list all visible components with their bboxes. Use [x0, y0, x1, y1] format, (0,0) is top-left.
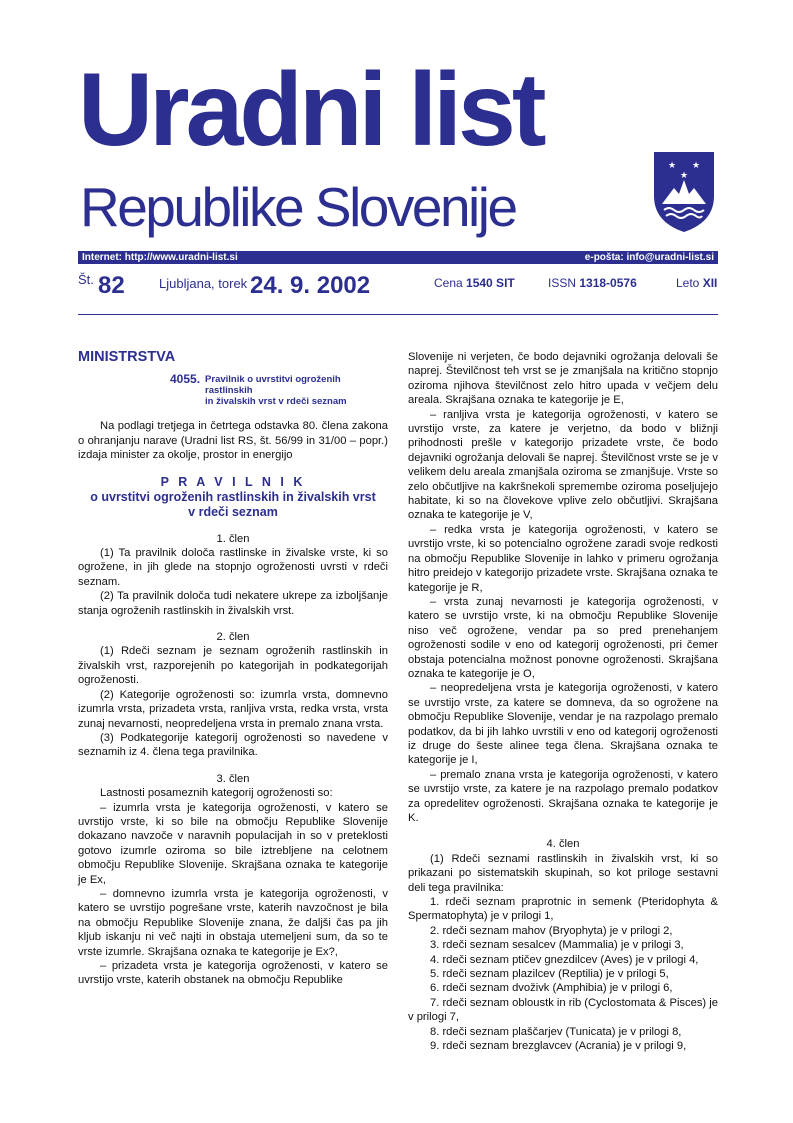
list-item: 1. rdeči seznam praprotnic in semenk (Pteridophyta & Spermatophyta) je v prilogi 1,: [408, 896, 718, 923]
list-item: 8. rdeči seznam plaščarjev (Tunicata) je v prilogi 8,: [430, 1025, 682, 1038]
regulation-title-line: o uvrstitvi ogroženih rastlinskih in živalskih vrst: [90, 489, 376, 504]
list-item: – prizadeta vrsta je kategorija ogroženosti, v katero se uvrstijo vrste, katerih obstanek na območju Republike: [78, 960, 388, 987]
paragraph: (1) Rdeči seznami rastlinskih in živalskih vrst, ki so prikazani po sistematskih skupinah, so kot priloge sestavni deli tega pravilnika:: [408, 852, 718, 894]
svg-text:★: ★: [679, 170, 689, 180]
preamble: Na podlagi tretjega in četrtega odstavka 80. člena zakona o ohranjanju narave (Uradni list RS, št. 56/99 in 31/00 – popr.) izdaja minister za okolje, prostor in energijo: [78, 420, 388, 462]
issue-price: [434, 276, 515, 290]
price-label: Cena: [434, 276, 463, 290]
list-item: – ranljiva vrsta je kategorija ogroženosti, v katero se uvrstijo vrste, za katere je verjetno, da bodo v bližnji prihodnosti prešle v kategorijo prizadete vrste, če bodo dejavniki ogrožanja delovali še naprej. Številčnost vrste se je v velikem delu areala zmanjšala oziroma se zmanjšuje. Vrste so zelo občutljive na kakršnekoli spremembe oziroma poseljujejo habitate, ki so na človekove vplive zelo občutljivi. Skrajšana oznaka te kategorije je V,: [408, 408, 718, 522]
price-value: 1540 SIT: [466, 276, 515, 290]
paragraph: (1) Ta pravilnik določa rastlinske in živalske vrste, ki so ogrožene, in jih glede na stopnjo ogroženosti uvrsti v rdeči seznam.: [78, 547, 388, 588]
email-link[interactable]: e-pošta: info@uradni-list.si: [584, 252, 714, 263]
year-value: XII: [702, 276, 718, 290]
issue-date: 24. 9. 2002: [250, 272, 371, 299]
header-info-bar: [78, 251, 718, 264]
decree-title: [205, 374, 388, 407]
decree-heading: [78, 374, 388, 407]
issue-place-day: Ljubljana, torek: [159, 276, 248, 291]
issue-issn: [548, 276, 637, 290]
issue-number-label: Št.: [78, 272, 94, 287]
list-item: – izumrla vrsta je kategorija ogroženosti, v katero se uvrstijo vrste, ki so bile na območju Republike Slovenije dokazano navzoče v naravnih populacijah in so v preteklosti gotovo izumrle oziroma so bile iztrebljene na celotnem območju Republike Slovenije. Skrajšana oznaka te kategorije je Ex,: [78, 801, 388, 886]
paragraph: (2) Ta pravilnik določa tudi nekatere ukrepe za izboljšanje stanja ogroženih rastlinskih in živalskih vrst.: [78, 590, 388, 617]
regulation-heading: P R A V I L N I K: [160, 474, 306, 489]
list-item: 6. rdeči seznam dvoživk (Amphibia) je v prilogi 6,: [430, 982, 673, 995]
list-item: 5. rdeči seznam plazilcev (Reptilia) je v prilogi 5,: [430, 968, 669, 981]
regulation-title-line: v rdeči seznam: [188, 504, 278, 519]
paragraph: (2) Kategorije ogroženosti so: izumrla vrsta, domnevno izumrla vrsta, prizadeta vrsta, ranljiva vrsta, redka vrsta, vrsta zunaj nevarnosti, neopredeljena vrsta in premalo znana vrsta.: [78, 688, 388, 730]
issue-number: 82: [98, 272, 125, 299]
decree-title-line: in živalskih vrst v rdeči seznam: [205, 396, 347, 408]
list-item: 2. rdeči seznam mahov (Bryophyta) je v prilogi 2,: [430, 924, 673, 937]
year-label: Leto: [676, 276, 700, 290]
website-link[interactable]: Internet: http://www.uradni-list.si: [82, 252, 238, 263]
list-item: – premalo znana vrsta je kategorija ogroženosti, v katero se uvrstijo vrste, za katere je na razpolago premalo podatkov za opredelitev ogroženosti. Skrajšana oznaka te kategorije je K.: [408, 768, 718, 824]
list-item: – vrsta zunaj nevarnosti je kategorija ogroženosti, v katero se uvrstijo vrste, ki na območju Republike Slovenije niso več ogrožene, vendar pa so pred prenehanjem ogroženosti sodile v eno od kategorij ogroženosti, pri čemer obstaja potencialna možnost ponovne ogroženosti. Skrajšana oznaka te kategorije je O,: [408, 595, 718, 680]
article-heading: 1. člen: [216, 532, 250, 545]
paragraph: Slovenije ni verjeten, če bodo dejavniki ogrožanja delovali še naprej. Številčnost teh vrst se je zmanjšala na kritično stopnjo oziroma njihova številčnost zelo hitro upada v večjem delu areala. Skrajšana oznaka te kategorije je E,: [408, 351, 718, 407]
masthead-title: Uradni list: [78, 52, 543, 168]
left-column: [78, 346, 388, 988]
issn-value: 1318-0576: [579, 276, 637, 290]
list-item: 7. rdeči seznam obloustk in rib (Cyclostomata & Pisces) je v prilogi 7,: [408, 996, 718, 1024]
decree-title-line: Pravilnik o uvrstitvi ogroženih rastlinskih: [205, 374, 341, 397]
list-item: 9. rdeči seznam brezglavcev (Acrania) je v prilogi 9,: [430, 1040, 687, 1053]
article-heading: 4. člen: [546, 838, 580, 851]
coat-of-arms-icon: [652, 150, 716, 234]
svg-text:★: ★: [691, 160, 701, 170]
issue-year: [676, 276, 717, 290]
header-divider: [78, 314, 718, 315]
right-column: [408, 350, 718, 1054]
issn-label: ISSN: [548, 276, 577, 290]
decree-number: 4055.: [170, 372, 201, 387]
paragraph: Lastnosti posameznih kategorij ogroženosti so:: [100, 787, 333, 800]
list-item: – redka vrsta je kategorija ogroženosti, v katero se uvrstijo vrste, ki so potencialno ogrožene zaradi svoje redkosti na območju Republike Slovenije in lahko v primeru ogrožanja hitro preidejo v kategorijo prizadete vrste. Skrajšana oznaka te kategorije je R,: [408, 523, 718, 594]
paragraph: (3) Podkategorije kategorij ogroženosti so navedene v seznamih iz 4. člena tega pravilnika.: [78, 731, 388, 759]
svg-text:★: ★: [667, 160, 677, 170]
article-heading: 2. člen: [216, 631, 250, 644]
masthead-subtitle: Republike Slovenije: [80, 176, 516, 238]
article-heading: 3. člen: [216, 772, 250, 785]
list-item: – domnevno izumrla vrsta je kategorija ogroženosti, v katero se uvrstijo pogrešane vrste, katerih navzočnost je bila na območju Republike Slovenije znana, že daljši čas pa jih kljub iskanju ni več najti in obstaja utemeljeni sum, da so te vrste izumrle. Skrajšana oznaka te kategorije je Ex?,: [78, 887, 388, 958]
list-item: 3. rdeči seznam sesalcev (Mammalia) je v prilogi 3,: [430, 939, 684, 952]
section-heading: MINISTRSTVA: [78, 349, 176, 365]
list-item: – neopredeljena vrsta je kategorija ogroženosti, v katero se uvrstijo vrste, za katere se domneva, da so ogrožene na območju Republike Slovenije, vendar je na razpolago premalo podatkov, da bi jih lahko uvrstili v eno od kategorij ogroženosti iz druge do šeste alinee tega člena. Skrajšana oznaka te kategorije je I,: [408, 682, 718, 767]
list-item: 4. rdeči seznam ptičev gnezdilcev (Aves) je v prilogi 4,: [430, 953, 699, 966]
paragraph: (1) Rdeči seznam je seznam ogroženih rastlinskih in živalskih vrst, razporejenih po kategorijah in podkategorijah ogroženosti.: [78, 645, 388, 687]
